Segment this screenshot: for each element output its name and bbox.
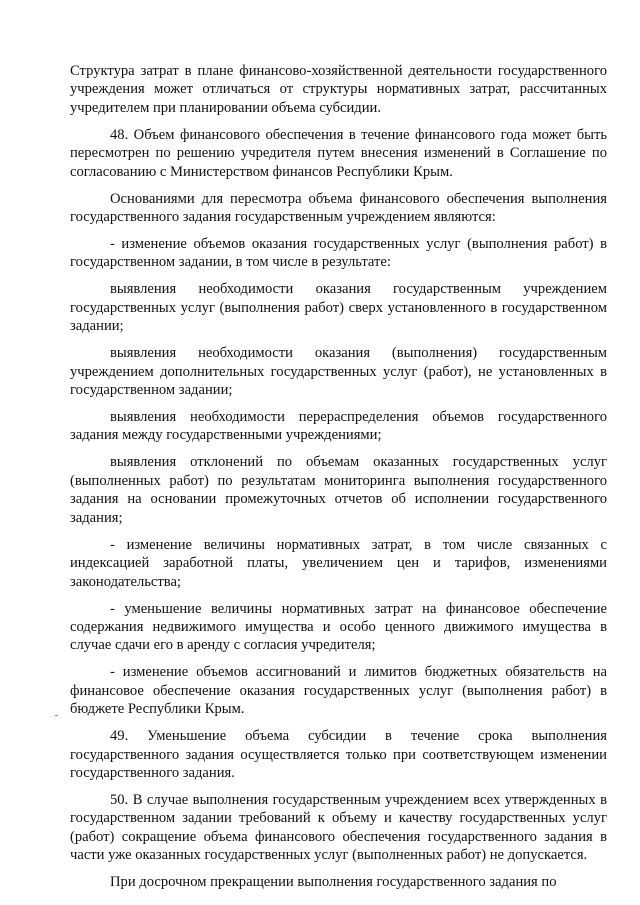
paragraph-change-normative-costs: - изменение величины нормативных затрат, в том числе связанных с индексацией заработной платы, увеличением цен и тарифов, изменениями законодательства; [70,536,607,590]
paragraph-48: 48. Объем финансового обеспечения в течение финансового года может быть пересмотрен по решению учредителя путем внесения изменений в Соглашение по согласованию с Министерством финансов Республики Крым. [70,126,607,180]
scan-margin-mark [55,715,58,716]
paragraph-early-termination: При досрочном прекращении выполнения государственного задания по [110,874,557,891]
paragraph-structure-of-costs: Структура затрат в плане финансово-хозяйственной деятельности государственного учреждения может отличаться от структуры нормативных затрат, рассчитанных учредителем при планировании объема субсидии. [70,63,607,116]
paragraph-identify-redistribution: выявления необходимости перераспределения объемов государственного задания между государственными учреждениями; [70,409,607,444]
paragraph-change-volumes: - изменение объемов оказания государственных услуг (выполнения работ) в государственном задании, в том числе в результате: [70,236,607,271]
paragraph-grounds: Основаниями для пересмотра объема финансового обеспечения выполнения государственного задания государственным учреждением являются: [70,190,607,226]
paragraph-identify-deviations: выявления отклонений по объемам оказанных государственных услуг (выполненных работ) по результатам мониторинга выполнения государственного задания на основании промежуточных отчетов об исполнении государственного задания; [70,454,607,526]
paragraph-identify-need-additional: выявления необходимости оказания (выполнения) государственным учреждением дополнительных государственных услуг (работ), не установленных в государственном задании; [70,345,607,399]
paragraph-49: 49. Уменьшение объема субсидии в течение срока выполнения государственного задания осуществляется только при соответствующем изменении государственного задания. [70,728,607,781]
paragraph-identify-need-over: выявления необходимости оказания государственным учреждением государственных услуг (выполнения работ) сверх установленного в государственном задании; [70,281,607,335]
paragraph-reduce-normative-costs: - уменьшение величины нормативных затрат на финансовое обеспечение содержания недвижимого имущества и особо ценного движимого имущества в случае сдачи его в аренду с согласия учредителя; [70,600,607,654]
paragraph-change-allocations: - изменение объемов ассигнований и лимитов бюджетных обязательств на финансовое обеспечение оказания государственных услуг (выполнения работ) в бюджете Республики Крым. [70,664,607,718]
paragraph-50: 50. В случае выполнения государственным учреждением всех утвержденных в государственном задании требований к объему и качеству государственных услуг (работ) сокращение объема финансового обеспечения государственного задания в части уже оказанных государственных услуг (выполненных работ) не допускается. [70,791,607,864]
document-page [70,62,607,900]
